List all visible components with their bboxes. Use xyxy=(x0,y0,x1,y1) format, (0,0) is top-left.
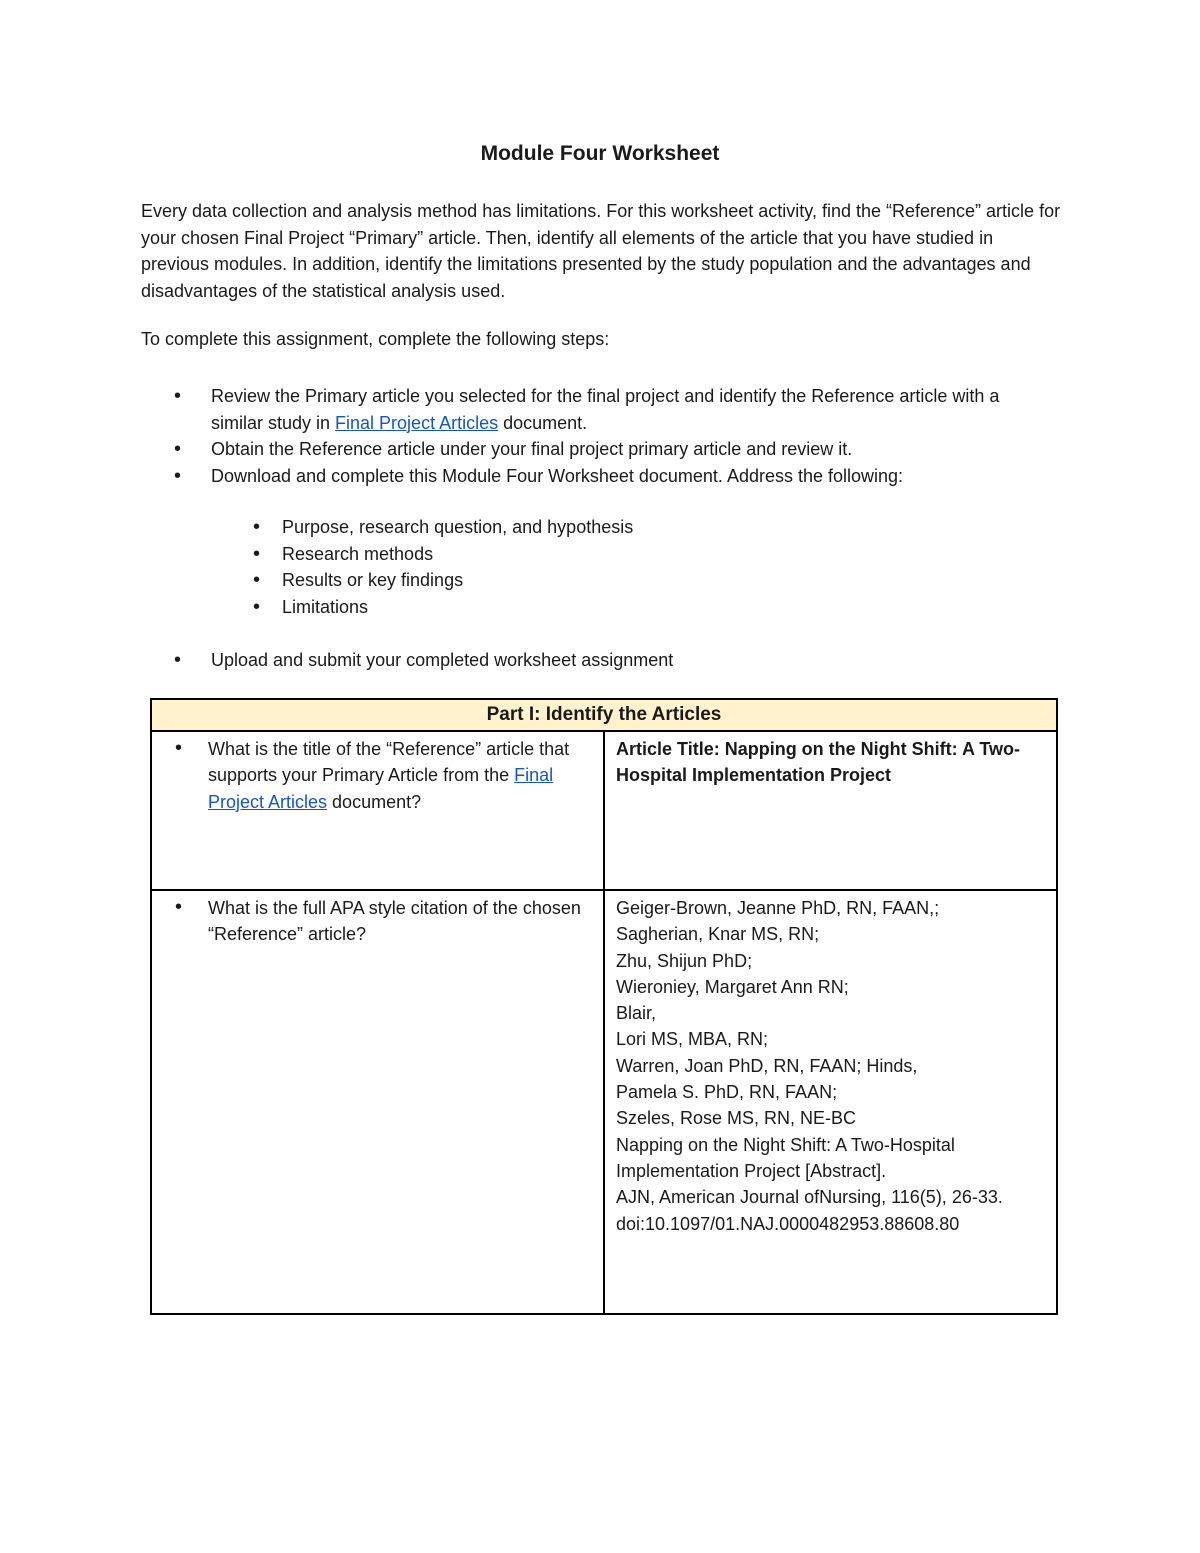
citation-line: Geiger-Brown, Jeanne PhD, RN, FAAN,; xyxy=(616,898,940,918)
steps-list xyxy=(141,383,1041,489)
citation-line: AJN, American Journal ofNursing, 116(5), 26-33. xyxy=(616,1187,1003,1208)
page-title: Module Four Worksheet xyxy=(480,142,720,165)
table-row xyxy=(151,890,1057,1314)
step-item-obtain: • Obtain the Reference article under your final project primary article and review it. xyxy=(141,436,1041,463)
table-header: Part I: Identify the Articles xyxy=(151,699,1057,731)
citation-line: Sagherian, Knar MS, RN; xyxy=(616,924,820,945)
citation-line: Warren, Joan PhD, RN, FAAN; Hinds, xyxy=(616,1055,918,1076)
step-item-review xyxy=(141,383,1041,436)
intro-paragraph: Every data collection and analysis method has limitations. For this worksheet activity, find the “Reference” article for your chosen Final Project “Primary” article. Then, identify all elements of the article that you have studied in previous modules. In addition, identify the limitations presented by the study population and the advantages and disadvantages of the statistical analysis used. xyxy=(141,201,1061,301)
citation-line: doi:10.1097/01.NAJ.0000482953.88608.80 xyxy=(616,1213,960,1234)
answer-citation-cell[interactable] xyxy=(604,890,1057,1314)
final-project-articles-link-table[interactable]: Final Project Articles xyxy=(208,765,554,812)
question-title-text: What is the title of the “Reference” article that supports your Primary Article from the xyxy=(208,739,570,786)
step-review-text: Review the Primary article you selected for the final project and identify the Reference article with a similar study in xyxy=(211,386,1000,433)
step-review-text-end: document. xyxy=(498,412,588,433)
citation-line: Pamela S. PhD, RN, FAAN; xyxy=(616,1082,838,1103)
citation-line: Lori MS, MBA, RN; xyxy=(616,1029,769,1050)
address-list xyxy=(141,514,1041,620)
citation-line: Wieroniey, Margaret Ann RN; xyxy=(616,976,849,997)
steps-intro: To complete this assignment, complete the following steps: xyxy=(141,329,610,349)
answer-title-cell[interactable]: Article Title: Napping on the Night Shift: A Two-Hospital Implementation Project xyxy=(604,731,1057,890)
citation-line: Blair, xyxy=(616,1003,657,1024)
question-title-text-end: document? xyxy=(327,791,422,812)
address-item: • Research methods xyxy=(141,541,1041,568)
question-title-cell xyxy=(151,731,604,890)
step-item-upload: • Upload and submit your completed worksheet assignment xyxy=(141,647,1041,674)
final-step-list xyxy=(141,647,1041,674)
step-item-download: • Download and complete this Module Four Worksheet document. Address the following: xyxy=(141,463,1041,490)
citation-line: Zhu, Shijun PhD; xyxy=(616,950,753,971)
citation-line: Napping on the Night Shift: A Two-Hospital Implementation Project [Abstract]. xyxy=(616,1134,955,1181)
address-item: • Results or key findings xyxy=(141,567,1041,594)
address-item: • Purpose, research question, and hypothesis xyxy=(141,514,1041,541)
table-row xyxy=(151,731,1057,890)
identify-articles-table xyxy=(150,698,1058,1315)
citation-line: Szeles, Rose MS, RN, NE-BC xyxy=(616,1108,857,1129)
address-item: • Limitations xyxy=(141,594,1041,621)
final-project-articles-link[interactable]: Final Project Articles xyxy=(335,412,499,433)
question-citation-cell: • What is the full APA style citation of the chosen “Reference” article? xyxy=(151,890,604,1314)
